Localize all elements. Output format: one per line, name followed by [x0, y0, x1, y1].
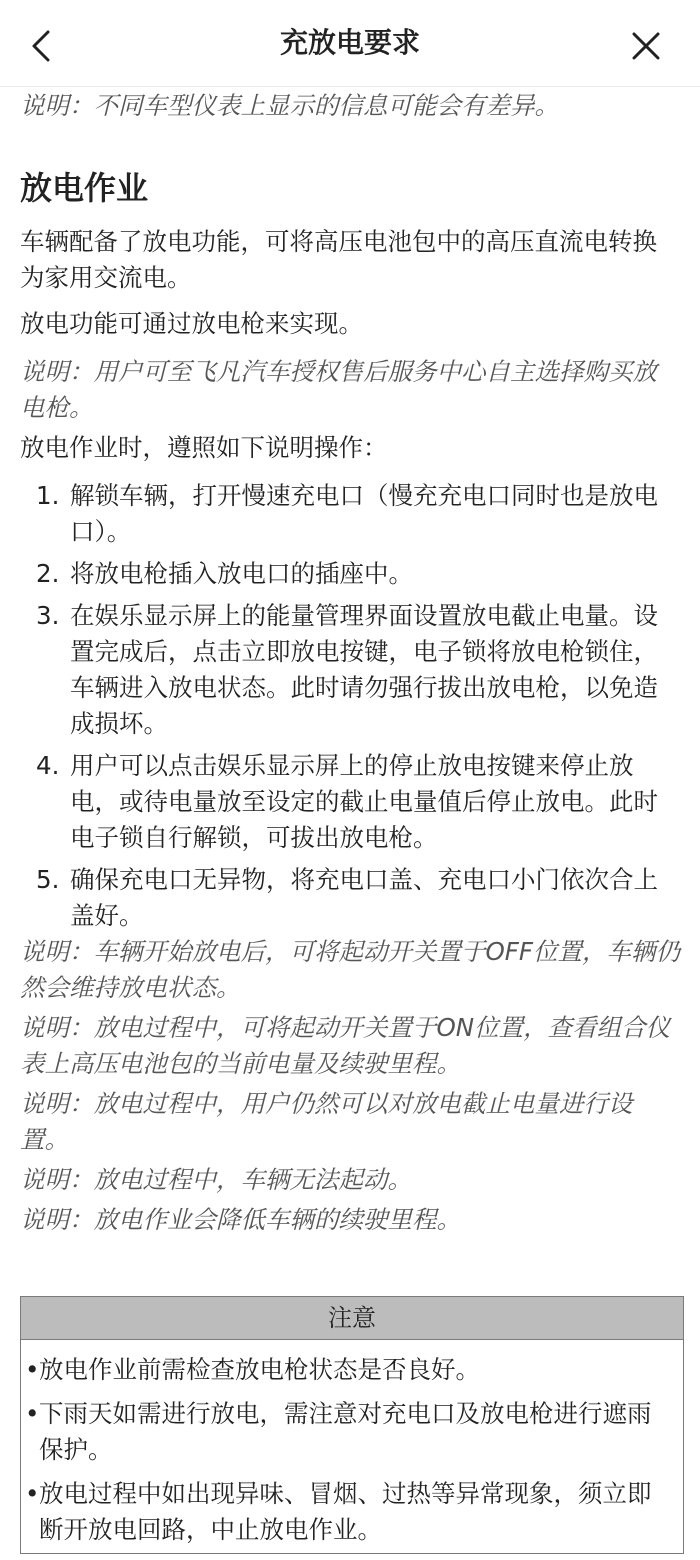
list-item: 4. 用户可以点击娱乐显示屏上的停止放电按键来停止放电，或待电量放至设定的截止电量值后停止放电。此时电子锁自行解锁，可拔出放电枪。 — [36, 751, 658, 852]
list-item: 1. 解锁车辆，打开慢速充电口（慢充充电口同时也是放电口）。 — [36, 481, 658, 546]
list-item: 5. 确保充电口无异物，将充电口盖、充电口小门依次合上盖好。 — [36, 865, 658, 930]
caution-item: • 下雨天如需进行放电，需注意对充电口及放电枪进行遮雨保护。 — [25, 1399, 652, 1464]
section-heading: 放电作业 — [20, 169, 149, 207]
caution-item: • 放电过程中如出现异味、冒烟、过热等异常现象，须立即断开放电回路，中止放电作业。 — [25, 1479, 652, 1544]
close-icon — [628, 28, 664, 64]
list-item: 3. 在娱乐显示屏上的能量管理界面设置放电截止电量。设置完成后，点击立即放电按键，电子锁将放电枪锁住，车辆进入放电状态。此时请勿强行拔出放电枪，以免造成损坏。 — [36, 601, 658, 738]
paragraph-discharge-gun: 放电功能可通过放电枪来实现。 — [20, 309, 363, 338]
paragraph-discharge-function: 车辆配备了放电功能，可将高压电池包中的高压直流电转换为家用交流电。 — [20, 227, 657, 292]
caution-list — [21, 1340, 683, 1548]
note-off-position: 说明：车辆开始放电后，可将起动开关置于OFF位置，车辆仍然会维持放电状态。 — [20, 937, 680, 1002]
note-on-position: 说明：放电过程中，可将起动开关置于ON位置，查看组合仪表上高压电池包的当前电量及续驶里程。 — [20, 1013, 671, 1078]
article-content — [20, 86, 680, 1238]
caution-box — [20, 1296, 684, 1554]
page-title: 充放电要求 — [279, 26, 420, 59]
note-cannot-start: 说明：放电过程中，车辆无法起动。 — [20, 1165, 412, 1194]
list-item: 2. 将放电枪插入放电口的插座中。 — [36, 559, 413, 588]
caution-item: • 放电作业前需检查放电枪状态是否良好。 — [25, 1355, 480, 1384]
close-button[interactable] — [628, 28, 664, 64]
note-cutoff-setting: 说明：放电过程中，用户仍然可以对放电截止电量进行设置。 — [20, 1089, 633, 1154]
steps-list — [20, 478, 680, 934]
note-buy-gun: 说明：用户可至飞凡汽车授权售后服务中心自主选择购买放电枪。 — [20, 357, 657, 422]
paragraph-instructions-intro: 放电作业时，遵照如下说明操作： — [20, 433, 388, 462]
top-bar — [0, 0, 700, 87]
note-range-reduced: 说明：放电作业会降低车辆的续驶里程。 — [20, 1205, 461, 1234]
caution-heading: 注意 — [21, 1297, 683, 1340]
intro-note: 说明：不同车型仪表上显示的信息可能会有差异。 — [20, 91, 559, 120]
